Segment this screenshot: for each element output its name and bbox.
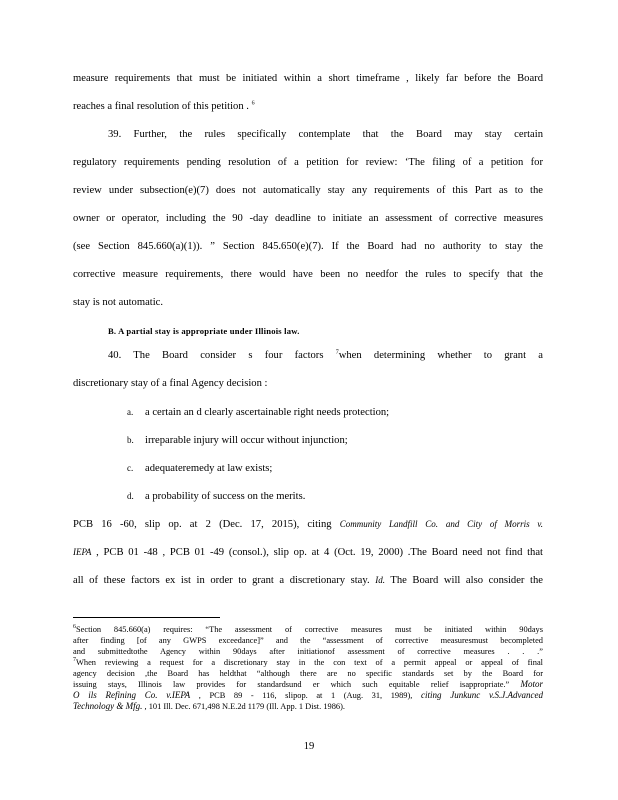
case-name: IEPA — [73, 547, 92, 557]
list-item — [127, 405, 507, 420]
page-number: 19 — [303, 741, 315, 752]
footnote-reference-7[interactable]: 7 — [335, 349, 339, 356]
list-item — [127, 433, 507, 448]
case-name: Technology & Mfg. — [73, 701, 143, 711]
footnote-separator — [73, 617, 220, 618]
paragraph-40-line: discretionary stay of a final Agency decision : — [73, 378, 268, 389]
body-text: reaches a final resolution of this petition . — [73, 101, 252, 112]
footnote-text: , 101 Ill. Dec. 671,498 N.E.2d 1179 (Ill. App. 1 Dist. 1986). — [142, 702, 345, 711]
list-marker: d. — [127, 491, 134, 501]
footnote-marker: 6 — [73, 624, 76, 631]
footnote-text: issuing stays, Illinois law provides for standardsund er which such equitable relief isappropriate.” — [73, 680, 521, 689]
paragraph-39-line: stay is not automatic. — [73, 297, 164, 308]
citation-line — [73, 573, 543, 588]
case-name: Community Landfill Co. and City of Morris v. — [339, 519, 543, 529]
case-name: O ils Refining Co. v.IEPA — [73, 690, 191, 700]
list-item-text: a certain an d clearly ascertainable right needs protection; — [145, 407, 390, 418]
paragraph-39-line: owner or operator, including the 90 -day deadline to initiate an assessment of corrective measures — [73, 213, 543, 224]
paragraph-40-text: when determining whether to grant a — [338, 350, 543, 361]
body-line — [73, 100, 543, 114]
list-item — [127, 461, 507, 476]
id-citation: Id. — [375, 575, 385, 585]
footnote-text: Section 845.660(a) requires: “The assessment of corrective measures must be initiated within 90days — [76, 625, 543, 634]
footnote-6-line: after finding [of any GWPS exceedance]” and the “assessment of corrective measuresmust becompleted — [73, 636, 543, 645]
paragraph-40-line — [108, 349, 543, 363]
footnote-7-line — [73, 679, 543, 690]
list-item-text: a probability of success on the merits. — [145, 491, 306, 502]
footnote-7-line — [73, 657, 543, 668]
paragraph-39-line: (see Section 845.660(a)(1)). ” Section 845.650(e)(7). If the Board had no authority to stay the — [73, 241, 543, 252]
citation-text: all of these factors ex ist in order to grant a discretionary stay. — [73, 575, 376, 586]
footnote-text: When reviewing a request for a discretionary stay in the con text of a permit appeal or appeal of final — [76, 658, 543, 667]
citation-text: , PCB 01 -48 , PCB 01 -49 (consol.), slip op. at 4 (Oct. 19, 2000) .The Board need not find that — [91, 547, 543, 558]
list-item-text: adequateremedy at law exists; — [145, 463, 273, 474]
citation-text: The Board will also consider the — [384, 575, 543, 586]
footnote-reference-6[interactable]: 6 — [251, 100, 255, 107]
paragraph-39-line: review under subsection(e)(7) does not automatically stay any requirements of this Part as to the — [73, 185, 543, 196]
list-marker: c. — [127, 463, 134, 473]
list-item-text: irreparable injury will occur without injunction; — [145, 435, 348, 446]
citation-line — [73, 517, 543, 532]
list-marker: b. — [127, 435, 134, 445]
citation-text: PCB 16 -60, slip op. at 2 (Dec. 17, 2015), citing — [73, 519, 340, 530]
paragraph-39-line: corrective measure requirements, there would have been no needfor the rules to specify that the — [73, 269, 543, 280]
list-marker: a. — [127, 407, 134, 417]
citation-line — [73, 545, 543, 560]
footnote-6-line: and submittedtothe Agency within 90days after initiationof assessment of corrective measures . . .” — [73, 647, 543, 656]
paragraph-39-line: regulatory requirements pending resolution of a petition for review: ‘The filing of a petition for — [73, 157, 543, 168]
list-item — [127, 489, 507, 504]
case-name: Motor — [520, 679, 543, 689]
footnote-7-line — [73, 701, 543, 712]
footnote-marker: 7 — [73, 657, 76, 664]
case-name: citing Junkunc v.S.J.Advanced — [420, 690, 543, 700]
footnote-6-line — [73, 624, 543, 635]
footnote-7-line: agency decision ,the Board has heldthat “although there are no specific standards set by the Board for — [73, 669, 543, 678]
paragraph-40-text: 40. The Board consider s four factors — [108, 350, 336, 361]
footnote-7-line — [73, 690, 543, 701]
paragraph-39-line: 39. Further, the rules specifically contemplate that the Board may stay certain — [108, 129, 543, 140]
body-line: measure requirements that must be initiated within a short timeframe , likely far before the Board — [73, 73, 543, 84]
footnote-text: , PCB 89 - 116, slipop. at 1 (Aug. 31, 1989), — [190, 691, 421, 700]
section-heading: B. A partial stay is appropriate under Illinois law. — [108, 326, 300, 336]
